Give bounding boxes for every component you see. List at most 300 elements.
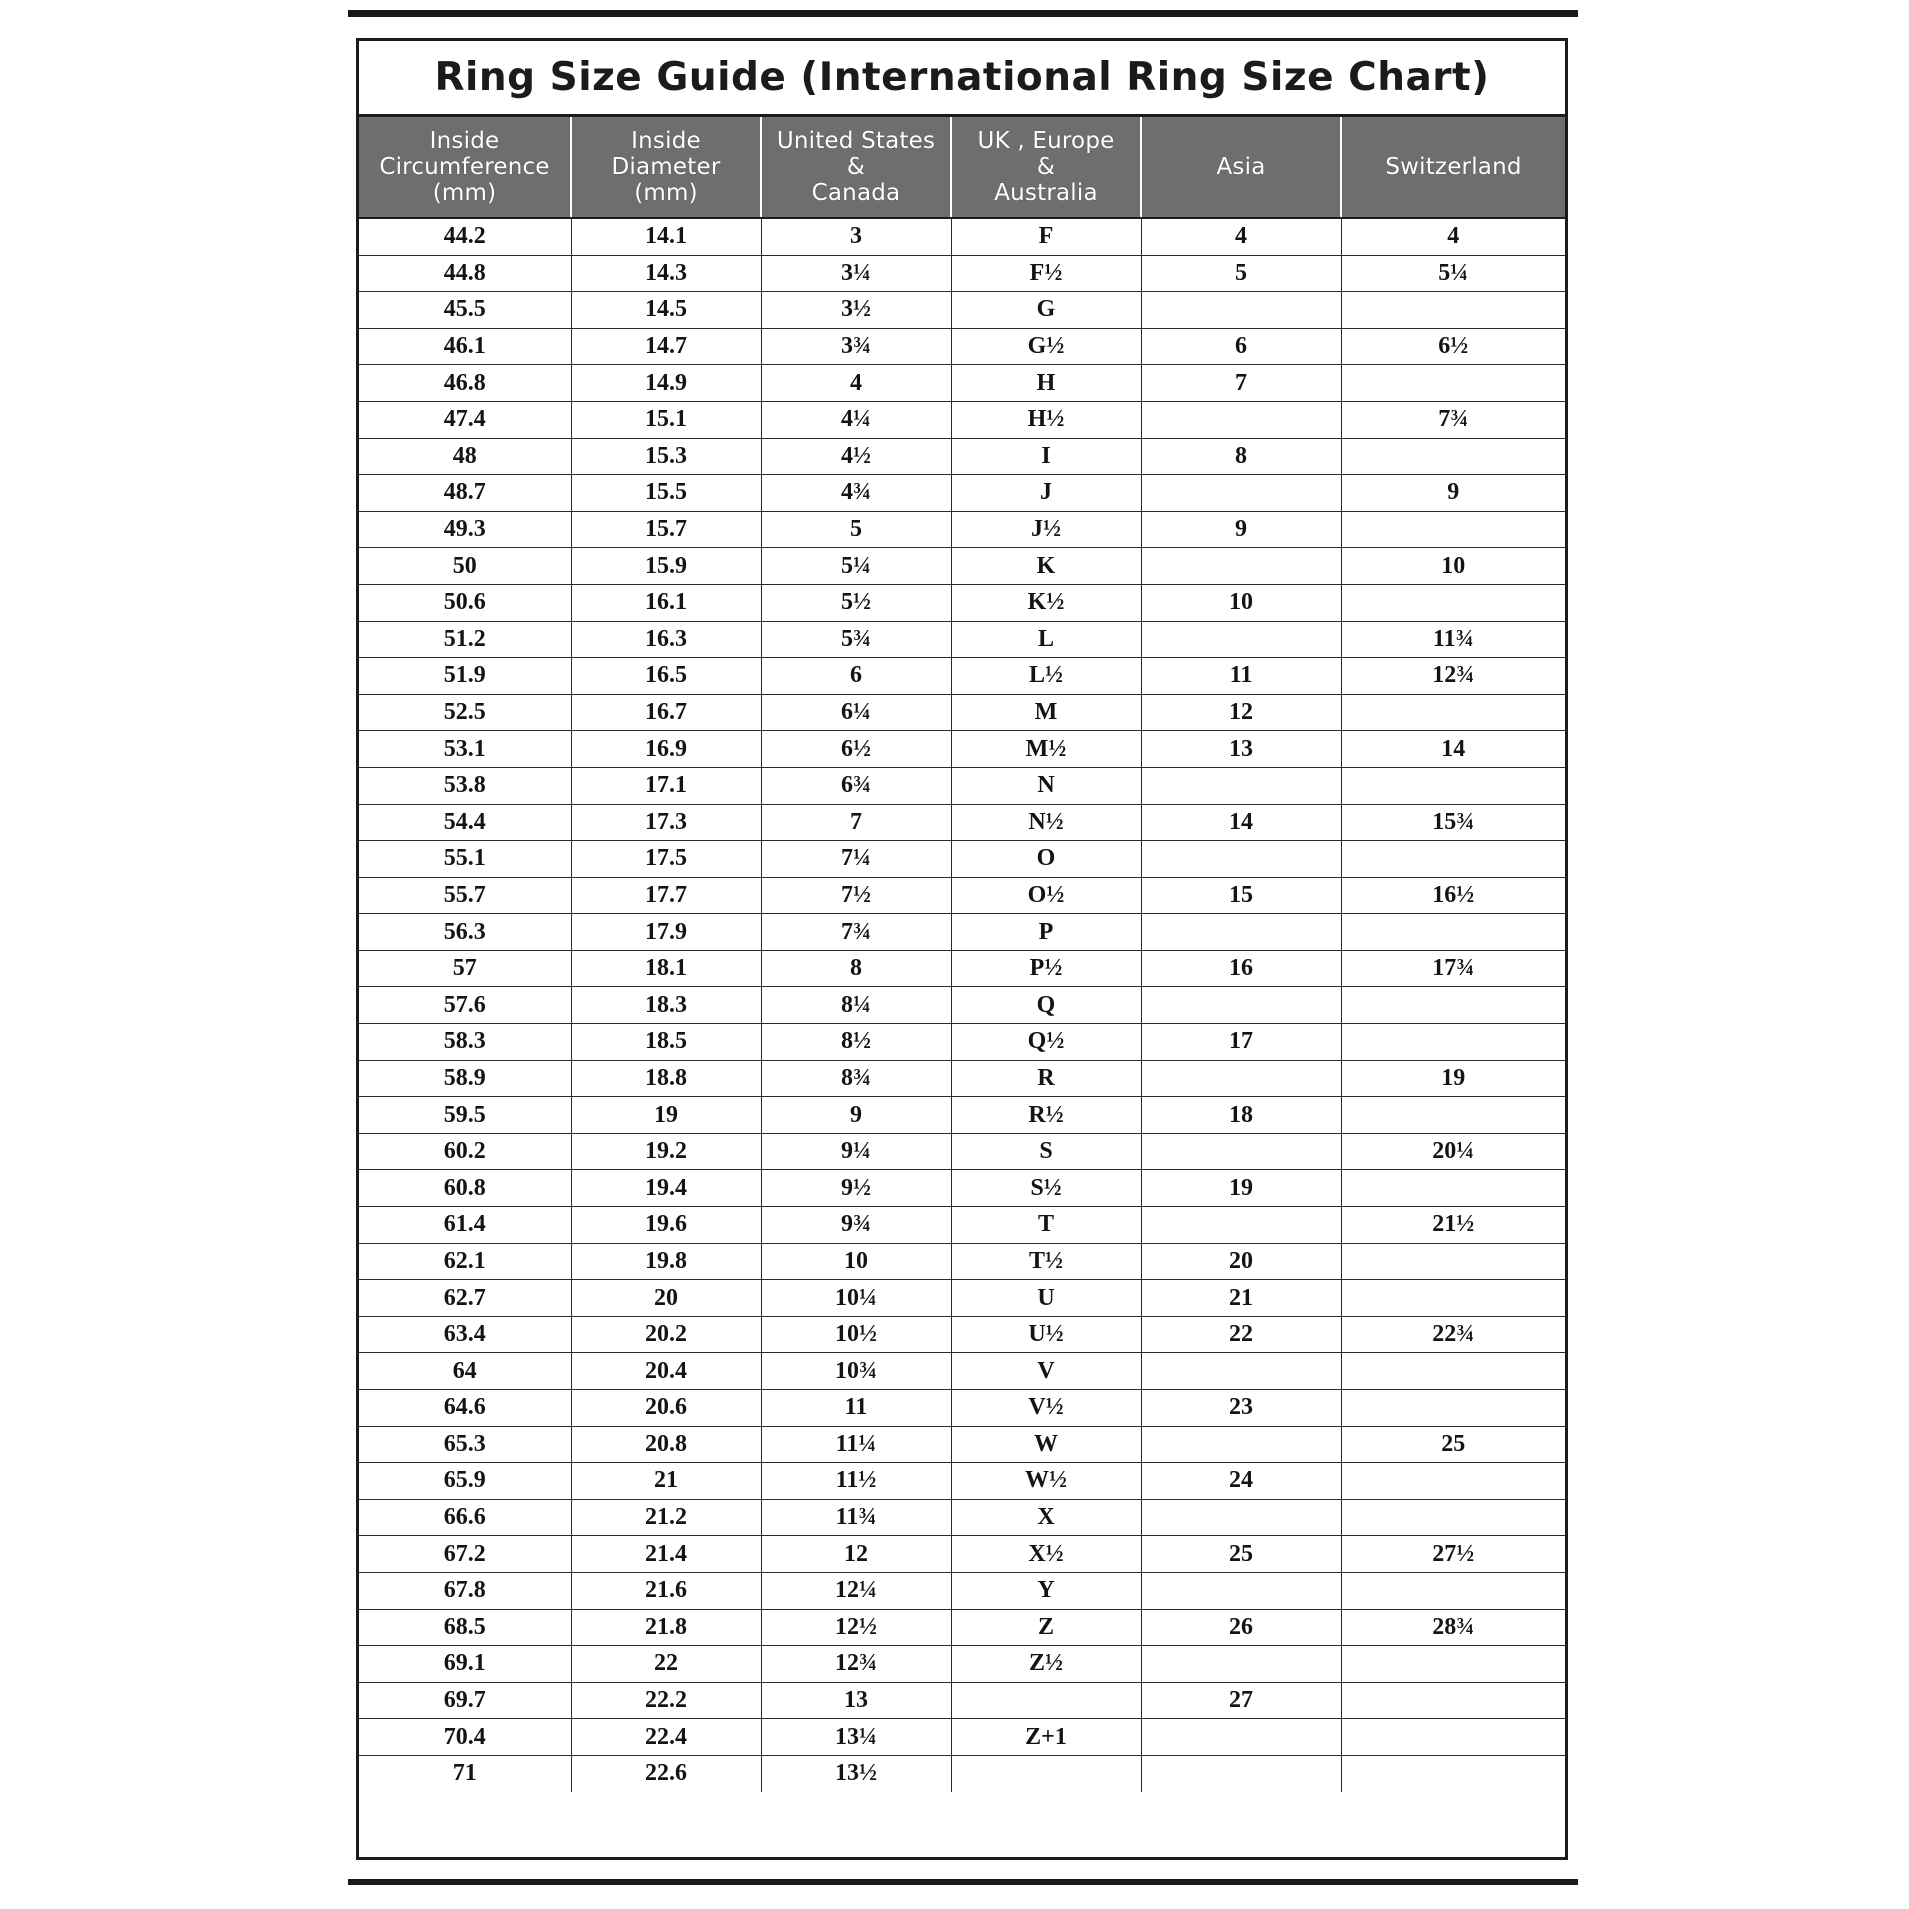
- table-cell: 64.6: [359, 1390, 571, 1427]
- table-cell: 18.1: [571, 950, 761, 987]
- table-cell: 6½: [761, 731, 951, 768]
- table-cell: F½: [951, 255, 1141, 292]
- table-cell: Q: [951, 987, 1141, 1024]
- table-cell: [1141, 1426, 1341, 1463]
- header-row: [359, 117, 1565, 218]
- table-cell: [1341, 1463, 1565, 1500]
- table-cell: 3¾: [761, 328, 951, 365]
- table-cell: V: [951, 1353, 1141, 1390]
- header-line: (mm): [634, 180, 698, 206]
- table-cell: 6½: [1341, 328, 1565, 365]
- header-line: Diameter: [611, 154, 721, 180]
- table-cell: [1141, 621, 1341, 658]
- table-cell: 49.3: [359, 511, 571, 548]
- table-cell: 21: [571, 1463, 761, 1500]
- table-cell: 23: [1141, 1390, 1341, 1427]
- table-cell: [1341, 1390, 1565, 1427]
- table-cell: K½: [951, 584, 1141, 621]
- header-line: &: [846, 154, 866, 180]
- table-cell: [1141, 1207, 1341, 1244]
- table-cell: 57.6: [359, 987, 571, 1024]
- ring-size-chart: [356, 38, 1568, 1860]
- column-header-inside-circumference: [359, 117, 571, 218]
- column-header-inside-diameter: [571, 117, 761, 218]
- table-cell: 19: [1141, 1170, 1341, 1207]
- table-row: [359, 1353, 1565, 1390]
- table-cell: 11: [761, 1390, 951, 1427]
- table-cell: 7¾: [761, 914, 951, 951]
- table-cell: 4½: [761, 438, 951, 475]
- table-cell: [1341, 1097, 1565, 1134]
- table-cell: 68.5: [359, 1609, 571, 1646]
- table-cell: N½: [951, 804, 1141, 841]
- column-header-asia: [1141, 117, 1341, 218]
- header-line: Inside: [429, 128, 500, 154]
- table-cell: 12¼: [761, 1572, 951, 1609]
- table-cell: [1141, 987, 1341, 1024]
- table-row: [359, 292, 1565, 329]
- table-cell: [1341, 584, 1565, 621]
- table-cell: 12: [761, 1536, 951, 1573]
- table-cell: 3: [761, 218, 951, 255]
- header-line: UK , Europe: [977, 128, 1115, 154]
- table-cell: 66.6: [359, 1499, 571, 1536]
- table-cell: 3½: [761, 292, 951, 329]
- table-cell: 10½: [761, 1316, 951, 1353]
- table-cell: 13½: [761, 1755, 951, 1791]
- column-header-us-canada: [761, 117, 951, 218]
- table-cell: 47.4: [359, 401, 571, 438]
- table-cell: 10¾: [761, 1353, 951, 1390]
- table-cell: 5: [761, 511, 951, 548]
- table-cell: 20: [571, 1280, 761, 1317]
- table-cell: 67.2: [359, 1536, 571, 1573]
- table-cell: 10: [1141, 584, 1341, 621]
- table-cell: 17¾: [1341, 950, 1565, 987]
- table-cell: T½: [951, 1243, 1141, 1280]
- table-cell: 7: [761, 804, 951, 841]
- table-cell: 12¾: [1341, 658, 1565, 695]
- header-line: (mm): [432, 180, 497, 206]
- table-cell: [1341, 292, 1565, 329]
- table-cell: [1341, 767, 1565, 804]
- table-cell: 14.5: [571, 292, 761, 329]
- table-cell: 4: [1341, 218, 1565, 255]
- table-cell: 20.6: [571, 1390, 761, 1427]
- table-cell: 8¾: [761, 1060, 951, 1097]
- table-cell: Z½: [951, 1646, 1141, 1683]
- table-cell: 55.7: [359, 877, 571, 914]
- table-body: [359, 218, 1565, 1792]
- table-cell: 17.3: [571, 804, 761, 841]
- table-cell: 21½: [1341, 1207, 1565, 1244]
- table-cell: 15: [1141, 877, 1341, 914]
- table-cell: 12¾: [761, 1646, 951, 1683]
- table-cell: 15.9: [571, 548, 761, 585]
- table-cell: 18.3: [571, 987, 761, 1024]
- table-cell: 57: [359, 950, 571, 987]
- table-header: [359, 117, 1565, 218]
- table-cell: [1341, 1243, 1565, 1280]
- table-cell: 54.4: [359, 804, 571, 841]
- table-cell: O: [951, 841, 1141, 878]
- table-cell: 58.3: [359, 1024, 571, 1061]
- table-cell: 27½: [1341, 1536, 1565, 1573]
- table-cell: 22: [571, 1646, 761, 1683]
- table-row: [359, 1316, 1565, 1353]
- table-cell: 22: [1141, 1316, 1341, 1353]
- table-cell: 44.8: [359, 255, 571, 292]
- table-cell: [1341, 1170, 1565, 1207]
- table-row: [359, 1755, 1565, 1791]
- table-cell: 48.7: [359, 475, 571, 512]
- table-cell: 71: [359, 1755, 571, 1791]
- table-cell: 7: [1141, 365, 1341, 402]
- table-cell: 15¾: [1341, 804, 1565, 841]
- table-cell: L: [951, 621, 1141, 658]
- table-row: [359, 255, 1565, 292]
- table-row: [359, 1719, 1565, 1756]
- table-cell: 4¼: [761, 401, 951, 438]
- table-cell: 11¾: [761, 1499, 951, 1536]
- table-cell: 45.5: [359, 292, 571, 329]
- table-cell: 10¼: [761, 1280, 951, 1317]
- header-line: Switzerland: [1385, 154, 1522, 180]
- table-cell: 62.7: [359, 1280, 571, 1317]
- table-cell: 14.3: [571, 255, 761, 292]
- table-row: [359, 877, 1565, 914]
- table-cell: 13: [761, 1682, 951, 1719]
- table-cell: 4¾: [761, 475, 951, 512]
- table-cell: 18: [1141, 1097, 1341, 1134]
- table-cell: 15.3: [571, 438, 761, 475]
- table-cell: [1341, 1646, 1565, 1683]
- header-line: Canada: [811, 180, 901, 206]
- table-cell: 19: [571, 1097, 761, 1134]
- table-cell: U: [951, 1280, 1141, 1317]
- table-cell: 5: [1141, 255, 1341, 292]
- table-cell: 60.8: [359, 1170, 571, 1207]
- table-cell: 18.8: [571, 1060, 761, 1097]
- table-cell: 17: [1141, 1024, 1341, 1061]
- table-row: [359, 1170, 1565, 1207]
- table-cell: 18.5: [571, 1024, 761, 1061]
- table-cell: 64: [359, 1353, 571, 1390]
- table-cell: 19.4: [571, 1170, 761, 1207]
- table-cell: [1341, 1682, 1565, 1719]
- table-cell: Z: [951, 1609, 1141, 1646]
- table-cell: [951, 1755, 1141, 1791]
- table-cell: 53.8: [359, 767, 571, 804]
- table-cell: 61.4: [359, 1207, 571, 1244]
- table-cell: 14.7: [571, 328, 761, 365]
- table-cell: 63.4: [359, 1316, 571, 1353]
- table-cell: 19.6: [571, 1207, 761, 1244]
- table-row: [359, 1060, 1565, 1097]
- table-cell: W: [951, 1426, 1141, 1463]
- table-cell: 60.2: [359, 1133, 571, 1170]
- table-cell: 5¼: [1341, 255, 1565, 292]
- table-cell: J: [951, 475, 1141, 512]
- table-cell: 22¾: [1341, 1316, 1565, 1353]
- table-cell: [1141, 548, 1341, 585]
- table-cell: 26: [1141, 1609, 1341, 1646]
- table-cell: 17.1: [571, 767, 761, 804]
- table-cell: 22.4: [571, 1719, 761, 1756]
- table-cell: 15.7: [571, 511, 761, 548]
- table-cell: [1341, 1499, 1565, 1536]
- table-row: [359, 694, 1565, 731]
- table-cell: 15.5: [571, 475, 761, 512]
- table-cell: H½: [951, 401, 1141, 438]
- table-cell: [1141, 1755, 1341, 1791]
- table-row: [359, 1682, 1565, 1719]
- table-row: [359, 1280, 1565, 1317]
- table-cell: [1141, 1646, 1341, 1683]
- table-cell: X½: [951, 1536, 1141, 1573]
- table-cell: Q½: [951, 1024, 1141, 1061]
- table-cell: 9: [1141, 511, 1341, 548]
- table-cell: S: [951, 1133, 1141, 1170]
- table-cell: 8: [761, 950, 951, 987]
- table-row: [359, 1426, 1565, 1463]
- table-cell: 52.5: [359, 694, 571, 731]
- table-cell: 6¼: [761, 694, 951, 731]
- table-cell: [1141, 841, 1341, 878]
- table-cell: 69.7: [359, 1682, 571, 1719]
- table-cell: 17.7: [571, 877, 761, 914]
- table-row: [359, 511, 1565, 548]
- table-row: [359, 218, 1565, 255]
- table-cell: 14.1: [571, 218, 761, 255]
- table-cell: [1141, 292, 1341, 329]
- table-cell: [1141, 1499, 1341, 1536]
- table-cell: 14: [1341, 731, 1565, 768]
- table-row: [359, 1243, 1565, 1280]
- table-row: [359, 1207, 1565, 1244]
- table-cell: M½: [951, 731, 1141, 768]
- table-cell: 17.9: [571, 914, 761, 951]
- table-cell: [1141, 475, 1341, 512]
- table-row: [359, 1646, 1565, 1683]
- table-cell: [1141, 1719, 1341, 1756]
- table-cell: 20.8: [571, 1426, 761, 1463]
- table-cell: 48: [359, 438, 571, 475]
- table-cell: [1141, 1353, 1341, 1390]
- table-cell: 22.2: [571, 1682, 761, 1719]
- table-cell: 9½: [761, 1170, 951, 1207]
- table-cell: 9: [1341, 475, 1565, 512]
- table-cell: [1341, 694, 1565, 731]
- table-cell: [1341, 987, 1565, 1024]
- table-cell: G½: [951, 328, 1141, 365]
- table-row: [359, 914, 1565, 951]
- table-cell: [1341, 1755, 1565, 1791]
- table-cell: 19.8: [571, 1243, 761, 1280]
- table-cell: 50.6: [359, 584, 571, 621]
- table-cell: N: [951, 767, 1141, 804]
- ring-size-table: [359, 117, 1565, 1792]
- table-cell: 14: [1141, 804, 1341, 841]
- table-cell: 16.5: [571, 658, 761, 695]
- header-line: &: [1036, 154, 1056, 180]
- table-cell: 22.6: [571, 1755, 761, 1791]
- table-cell: 6: [1141, 328, 1341, 365]
- table-cell: 13¼: [761, 1719, 951, 1756]
- table-cell: 16.9: [571, 731, 761, 768]
- table-cell: [1341, 511, 1565, 548]
- table-cell: 46.1: [359, 328, 571, 365]
- table-cell: 4: [1141, 218, 1341, 255]
- table-cell: 16.1: [571, 584, 761, 621]
- table-row: [359, 950, 1565, 987]
- header-line: Asia: [1216, 154, 1266, 180]
- table-cell: 46.8: [359, 365, 571, 402]
- table-cell: 20: [1141, 1243, 1341, 1280]
- table-cell: 25: [1341, 1426, 1565, 1463]
- table-row: [359, 365, 1565, 402]
- table-cell: U½: [951, 1316, 1141, 1353]
- table-cell: 11¾: [1341, 621, 1565, 658]
- table-cell: 24: [1141, 1463, 1341, 1500]
- table-row: [359, 1536, 1565, 1573]
- table-row: [359, 804, 1565, 841]
- table-row: [359, 438, 1565, 475]
- table-cell: 20.4: [571, 1353, 761, 1390]
- table-cell: [1341, 841, 1565, 878]
- table-cell: 12: [1141, 694, 1341, 731]
- table-cell: 20.2: [571, 1316, 761, 1353]
- table-cell: 21.2: [571, 1499, 761, 1536]
- table-row: [359, 731, 1565, 768]
- table-cell: 70.4: [359, 1719, 571, 1756]
- table-cell: 5¾: [761, 621, 951, 658]
- table-cell: 12½: [761, 1609, 951, 1646]
- table-cell: 7¾: [1341, 401, 1565, 438]
- table-row: [359, 328, 1565, 365]
- table-cell: W½: [951, 1463, 1141, 1500]
- page-title: Ring Size Guide (International Ring Size Chart): [434, 55, 1490, 100]
- table-cell: R½: [951, 1097, 1141, 1134]
- table-cell: 21.8: [571, 1609, 761, 1646]
- table-cell: 21.4: [571, 1536, 761, 1573]
- table-cell: 10: [1341, 548, 1565, 585]
- table-cell: 67.8: [359, 1572, 571, 1609]
- table-cell: [1341, 1280, 1565, 1317]
- table-cell: 7½: [761, 877, 951, 914]
- table-row: [359, 401, 1565, 438]
- table-row: [359, 1133, 1565, 1170]
- table-cell: H: [951, 365, 1141, 402]
- table-cell: 6: [761, 658, 951, 695]
- table-cell: P½: [951, 950, 1141, 987]
- table-cell: [951, 1682, 1141, 1719]
- table-row: [359, 621, 1565, 658]
- table-cell: 19.2: [571, 1133, 761, 1170]
- table-row: [359, 658, 1565, 695]
- table-cell: O½: [951, 877, 1141, 914]
- table-cell: 5¼: [761, 548, 951, 585]
- table-cell: 15.1: [571, 401, 761, 438]
- table-cell: 8: [1141, 438, 1341, 475]
- table-row: [359, 475, 1565, 512]
- table-cell: M: [951, 694, 1141, 731]
- header-line: Australia: [994, 180, 1098, 206]
- table-row: [359, 548, 1565, 585]
- table-cell: 9: [761, 1097, 951, 1134]
- table-cell: 14.9: [571, 365, 761, 402]
- table-cell: 5½: [761, 584, 951, 621]
- table-cell: 13: [1141, 731, 1341, 768]
- table-cell: [1341, 1353, 1565, 1390]
- table-cell: 21.6: [571, 1572, 761, 1609]
- table-cell: 55.1: [359, 841, 571, 878]
- table-row: [359, 1499, 1565, 1536]
- table-cell: K: [951, 548, 1141, 585]
- table-cell: T: [951, 1207, 1141, 1244]
- table-cell: 62.1: [359, 1243, 571, 1280]
- table-cell: 17.5: [571, 841, 761, 878]
- table-cell: 16.3: [571, 621, 761, 658]
- table-cell: 65.3: [359, 1426, 571, 1463]
- table-cell: 11¼: [761, 1426, 951, 1463]
- table-cell: Y: [951, 1572, 1141, 1609]
- table-cell: 28¾: [1341, 1609, 1565, 1646]
- table-cell: R: [951, 1060, 1141, 1097]
- table-cell: 19: [1341, 1060, 1565, 1097]
- table-cell: 10: [761, 1243, 951, 1280]
- table-cell: 53.1: [359, 731, 571, 768]
- table-cell: 69.1: [359, 1646, 571, 1683]
- chart-title-bar: [359, 41, 1565, 117]
- table-cell: 56.3: [359, 914, 571, 951]
- table-row: [359, 1024, 1565, 1061]
- column-header-uk-europe-australia: [951, 117, 1141, 218]
- table-cell: X: [951, 1499, 1141, 1536]
- table-cell: [1341, 1024, 1565, 1061]
- table-row: [359, 1609, 1565, 1646]
- table-cell: 51.2: [359, 621, 571, 658]
- table-cell: [1341, 914, 1565, 951]
- table-cell: V½: [951, 1390, 1141, 1427]
- table-cell: 27: [1141, 1682, 1341, 1719]
- table-cell: 11: [1141, 658, 1341, 695]
- table-cell: F: [951, 218, 1141, 255]
- table-cell: 25: [1141, 1536, 1341, 1573]
- table-row: [359, 1390, 1565, 1427]
- table-cell: 3¼: [761, 255, 951, 292]
- table-cell: 65.9: [359, 1463, 571, 1500]
- column-header-switzerland: [1341, 117, 1565, 218]
- table-cell: 21: [1141, 1280, 1341, 1317]
- table-cell: [1141, 914, 1341, 951]
- table-cell: G: [951, 292, 1141, 329]
- table-row: [359, 841, 1565, 878]
- table-cell: [1341, 365, 1565, 402]
- table-cell: 8½: [761, 1024, 951, 1061]
- table-cell: L½: [951, 658, 1141, 695]
- table-row: [359, 584, 1565, 621]
- table-row: [359, 987, 1565, 1024]
- table-cell: 11½: [761, 1463, 951, 1500]
- table-cell: 7¼: [761, 841, 951, 878]
- table-cell: [1341, 1719, 1565, 1756]
- table-row: [359, 1097, 1565, 1134]
- table-cell: [1341, 438, 1565, 475]
- table-cell: 8¼: [761, 987, 951, 1024]
- header-line: Inside: [631, 128, 701, 154]
- table-cell: 4: [761, 365, 951, 402]
